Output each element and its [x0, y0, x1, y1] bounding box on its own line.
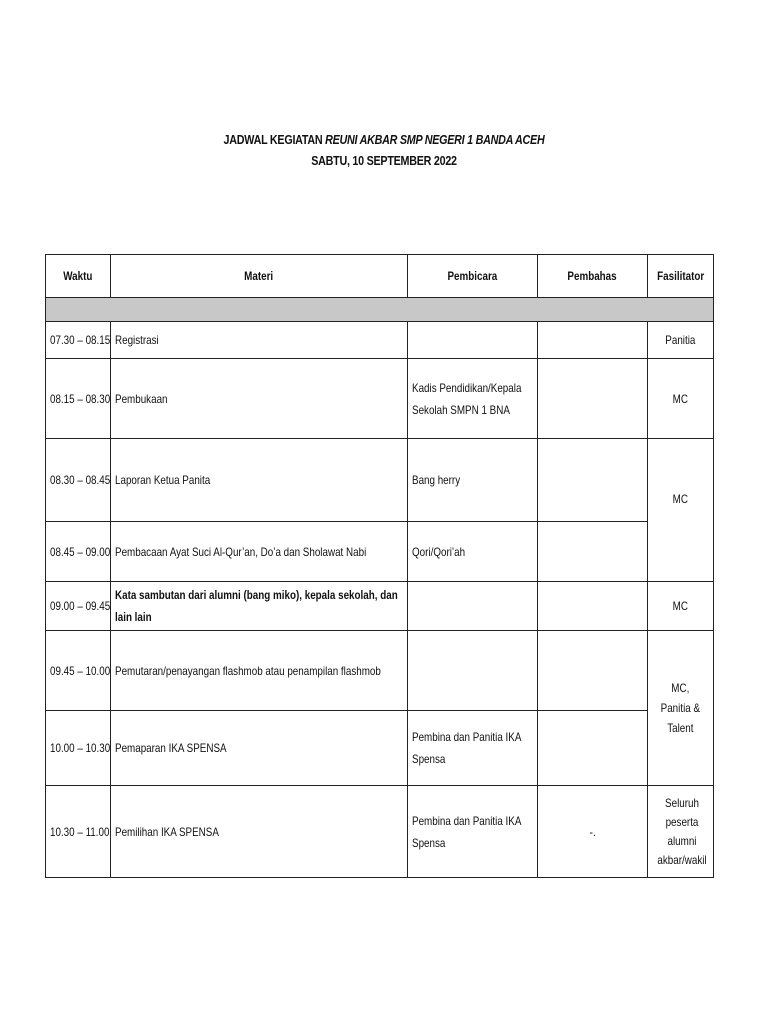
cell-fasilitator: Panitia [648, 322, 714, 359]
header-row [46, 255, 714, 298]
cell-pembahas [537, 322, 648, 359]
cell-waktu: 10.30 – 11.00 [46, 786, 111, 878]
separator-cell [46, 298, 714, 322]
shaded-separator-row [46, 298, 714, 322]
cell-pembicara [408, 582, 537, 631]
cell-materi: Registrasi [110, 322, 408, 359]
header-materi: Materi [110, 255, 408, 298]
cell-pembahas [537, 522, 648, 582]
cell-materi: Laporan Ketua Panita [110, 439, 408, 522]
cell-pembahas: -. [537, 786, 648, 878]
cell-fasilitator: MC [648, 582, 714, 631]
cell-materi: Pemaparan IKA SPENSA [110, 711, 408, 786]
cell-pembicara [408, 631, 537, 711]
title-prefix: JADWAL KEGIATAN [223, 133, 326, 147]
cell-waktu: 08.15 – 08.30 [46, 359, 111, 439]
cell-materi: Pemutaran/penayangan flashmob atau penampilan flashmob [110, 631, 408, 711]
cell-waktu: 08.30 – 08.45 [46, 439, 111, 522]
cell-materi: Pemilihan IKA SPENSA [110, 786, 408, 878]
cell-pembicara: Kadis Pendidikan/Kepala Sekolah SMPN 1 BNA [408, 359, 537, 439]
cell-pembahas [537, 711, 648, 786]
table-row [46, 522, 714, 582]
cell-pembicara: Qori/Qori’ah [408, 522, 537, 582]
cell-pembahas [537, 631, 648, 711]
cell-pembicara: Pembina dan Panitia IKA Spensa [408, 711, 537, 786]
table-row [46, 359, 714, 439]
table-row [46, 582, 714, 631]
cell-waktu: 10.00 – 10.30 [46, 711, 111, 786]
title-event: REUNI AKBAR SMP NEGERI 1 BANDA ACEH [325, 133, 545, 147]
cell-pembahas [537, 439, 648, 522]
header-pembahas: Pembahas [537, 255, 648, 298]
table-row [46, 439, 714, 522]
schedule-table [45, 254, 714, 878]
table-row [46, 711, 714, 786]
table-row [46, 631, 714, 711]
cell-fasilitator: MC [648, 439, 714, 582]
cell-materi: Kata sambutan dari alumni (bang miko), kepala sekolah, dan lain lain [110, 582, 408, 631]
cell-waktu: 08.45 – 09.00 [46, 522, 111, 582]
cell-materi: Pembacaan Ayat Suci Al-Qur’an, Do’a dan Sholawat Nabi [110, 522, 408, 582]
cell-pembicara: Pembina dan Panitia IKA Spensa [408, 786, 537, 878]
cell-waktu: 09.00 – 09.45 [46, 582, 111, 631]
table-row [46, 786, 714, 878]
cell-pembahas [537, 359, 648, 439]
document-title [54, 133, 714, 147]
header-waktu: Waktu [46, 255, 111, 298]
table-row [46, 322, 714, 359]
header-pembicara: Pembicara [408, 255, 537, 298]
cell-pembahas [537, 582, 648, 631]
document-date: SABTU, 10 SEPTEMBER 2022 [311, 154, 457, 168]
cell-pembicara [408, 322, 537, 359]
cell-pembicara: Bang herry [408, 439, 537, 522]
cell-fasilitator: Seluruh peserta alumni akbar/wakil [648, 786, 714, 878]
cell-materi: Pembukaan [110, 359, 408, 439]
cell-waktu: 09.45 – 10.00 [46, 631, 111, 711]
cell-fasilitator: MC, Panitia & Talent [648, 631, 714, 786]
cell-waktu: 07.30 – 08.15 [46, 322, 111, 359]
header-fasilitator: Fasilitator [648, 255, 714, 298]
cell-fasilitator: MC [648, 359, 714, 439]
